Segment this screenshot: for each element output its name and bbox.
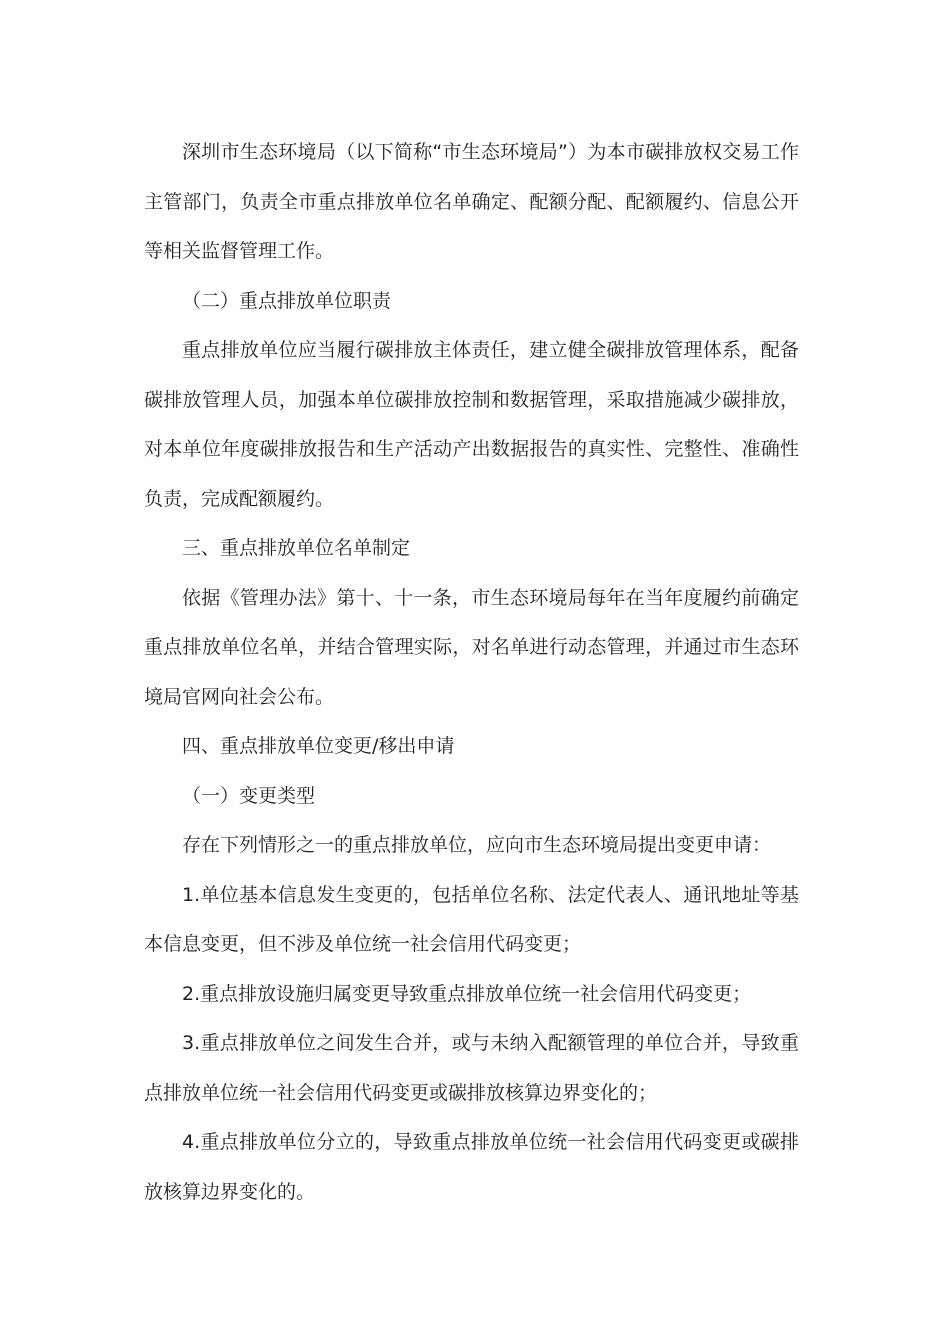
- paragraph-unit-responsibilities: 重点排放单位应当履行碳排放主体责任，建立健全碳排放管理体系，配备碳排放管理人员，加强本单位碳排放控制和数据管理，采取措施减少碳排放，对本单位年度碳排放报告和生产活动产出数据报告的真实性、完整性、准确性负责，完成配额履约。: [144, 339, 799, 510]
- document-body: [144, 128, 799, 1217]
- list-item-change-4: 4.重点排放单位分立的，导致重点排放单位统一社会信用代码变更或碳排放核算边界变化的。: [144, 1131, 799, 1203]
- heading-change-types: （一）变更类型: [182, 784, 316, 807]
- heading-unit-responsibilities: （二）重点排放单位职责: [182, 289, 392, 312]
- paragraph-list-formulation: 依据《管理办法》第十、十一条，市生态环境局每年在当年度履约前确定重点排放单位名单，并结合管理实际，对名单进行动态管理，并通过市生态环境局官网向社会公布。: [144, 586, 799, 708]
- list-item-change-2: 2.重点排放设施归属变更导致重点排放单位统一社会信用代码变更；: [182, 982, 752, 1005]
- paragraph-authority-intro: 深圳市生态环境局（以下简称“市生态环境局”）为本市碳排放权交易工作主管部门，负责全市重点排放单位名单确定、配额分配、配额履约、信息公开等相关监督管理工作。: [144, 141, 799, 262]
- paragraph-change-intro: 存在下列情形之一的重点排放单位，应向市生态环境局提出变更申请：: [182, 834, 772, 856]
- heading-section-four: 四、重点排放单位变更/移出申请: [182, 735, 455, 757]
- list-item-change-3: 3.重点排放单位之间发生合并，或与未纳入配额管理的单位合并，导致重点排放单位统一社会信用代码变更或碳排放核算边界变化的；: [144, 1032, 799, 1104]
- heading-section-three: 三、重点排放单位名单制定: [182, 537, 411, 559]
- list-item-change-1: 1.单位基本信息发生变更的，包括单位名称、法定代表人、通讯地址等基本信息变更，但不涉及单位统一社会信用代码变更；: [144, 883, 799, 955]
